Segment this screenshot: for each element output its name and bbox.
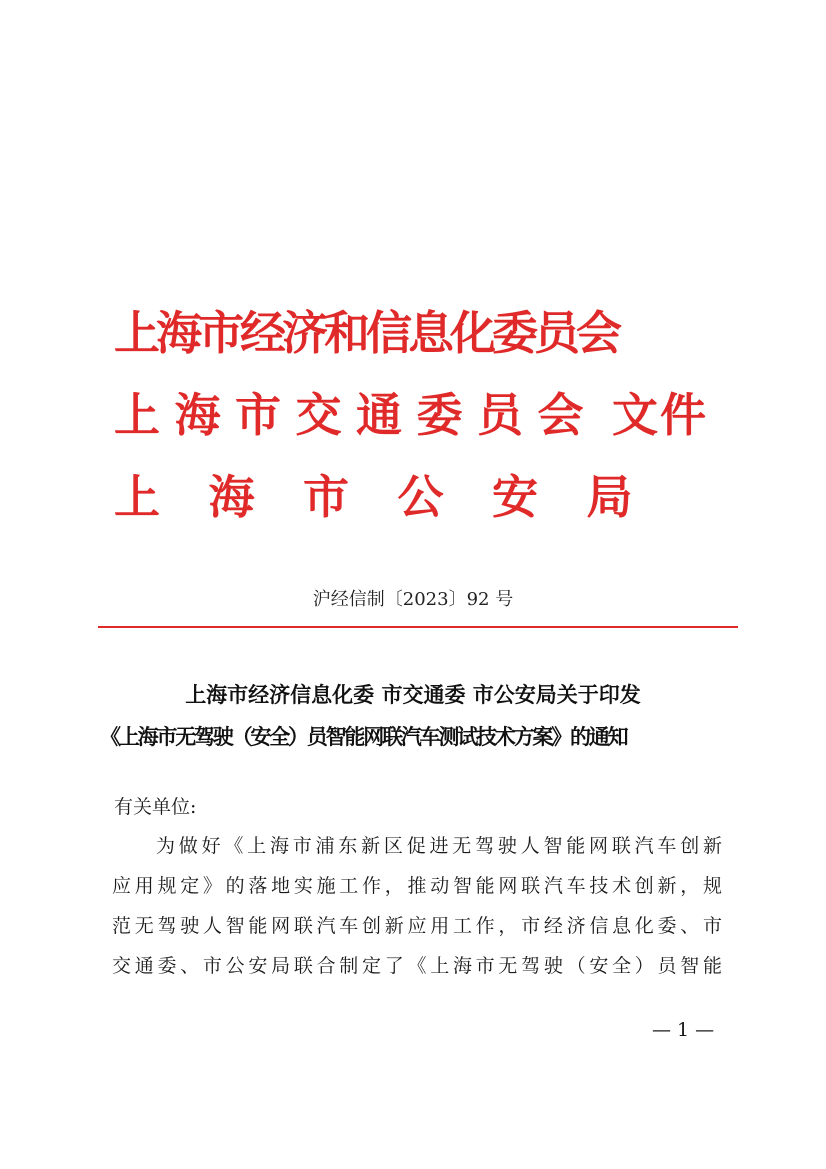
document-suffix: 文件: [612, 388, 708, 442]
issuer-economy-commission: [114, 303, 618, 363]
issuer-char: 会: [537, 388, 584, 442]
issuer-char: 员: [477, 388, 523, 442]
body-line: 应用规定》的落地实施工作，推动智能网联汽车技术创新，规: [112, 875, 722, 897]
issuer-transport-commission: [114, 385, 708, 445]
issuer-char: 交: [295, 388, 342, 442]
issuer-char: 局: [586, 470, 633, 524]
issuer-char: 信: [366, 306, 408, 360]
body-paragraph: [112, 826, 722, 986]
document-number: 沪经信制〔2023〕92 号: [312, 589, 514, 610]
issuer-char: 委: [492, 306, 534, 360]
red-divider: [98, 626, 738, 628]
issuer-char: 息: [408, 306, 450, 360]
issuer-char: 市: [235, 388, 281, 442]
issuer-char: 海: [208, 470, 255, 524]
issuer-char: 上: [114, 388, 160, 442]
issuer-char: 上: [114, 306, 156, 360]
issuer-char: 通: [356, 388, 402, 442]
document-title-line-1: 上海市经济信息化委 市交通委 市公安局关于印发: [185, 682, 641, 707]
issuer-char: 和: [324, 306, 366, 360]
document-title-line-2: 《上海市无驾驶（安全）员智能网联汽车测试技术方案》的通知: [100, 724, 627, 749]
issuer-public-security-bureau: [114, 467, 681, 527]
issuer-char: 海: [156, 306, 198, 360]
issuer-char: 会: [576, 306, 618, 360]
body-line: 为做好《上海市浦东新区促进无驾驶人智能网联汽车创新: [156, 835, 722, 857]
issuer-char: 化: [450, 306, 492, 360]
issuer-char: 委: [416, 388, 463, 442]
issuer-char: 市: [198, 306, 240, 360]
body-line: 范无驾驶人智能网联汽车创新应用工作，市经济信息化委、市: [112, 915, 722, 937]
issuer-char: 上: [114, 470, 160, 524]
issuer-char: 市: [303, 470, 349, 524]
page-number: — 1 —: [652, 1019, 715, 1041]
salutation: 有关单位:: [114, 796, 197, 818]
issuer-char: 经: [240, 306, 282, 360]
body-line: 交通委、市公安局联合制定了《上海市无驾驶（安全）员智能: [112, 955, 722, 977]
issuer-char: 公: [397, 470, 444, 524]
issuer-char: 安: [492, 470, 538, 524]
issuer-char: 济: [282, 306, 324, 360]
issuer-char: 员: [534, 306, 576, 360]
issuer-char: 海: [174, 388, 221, 442]
